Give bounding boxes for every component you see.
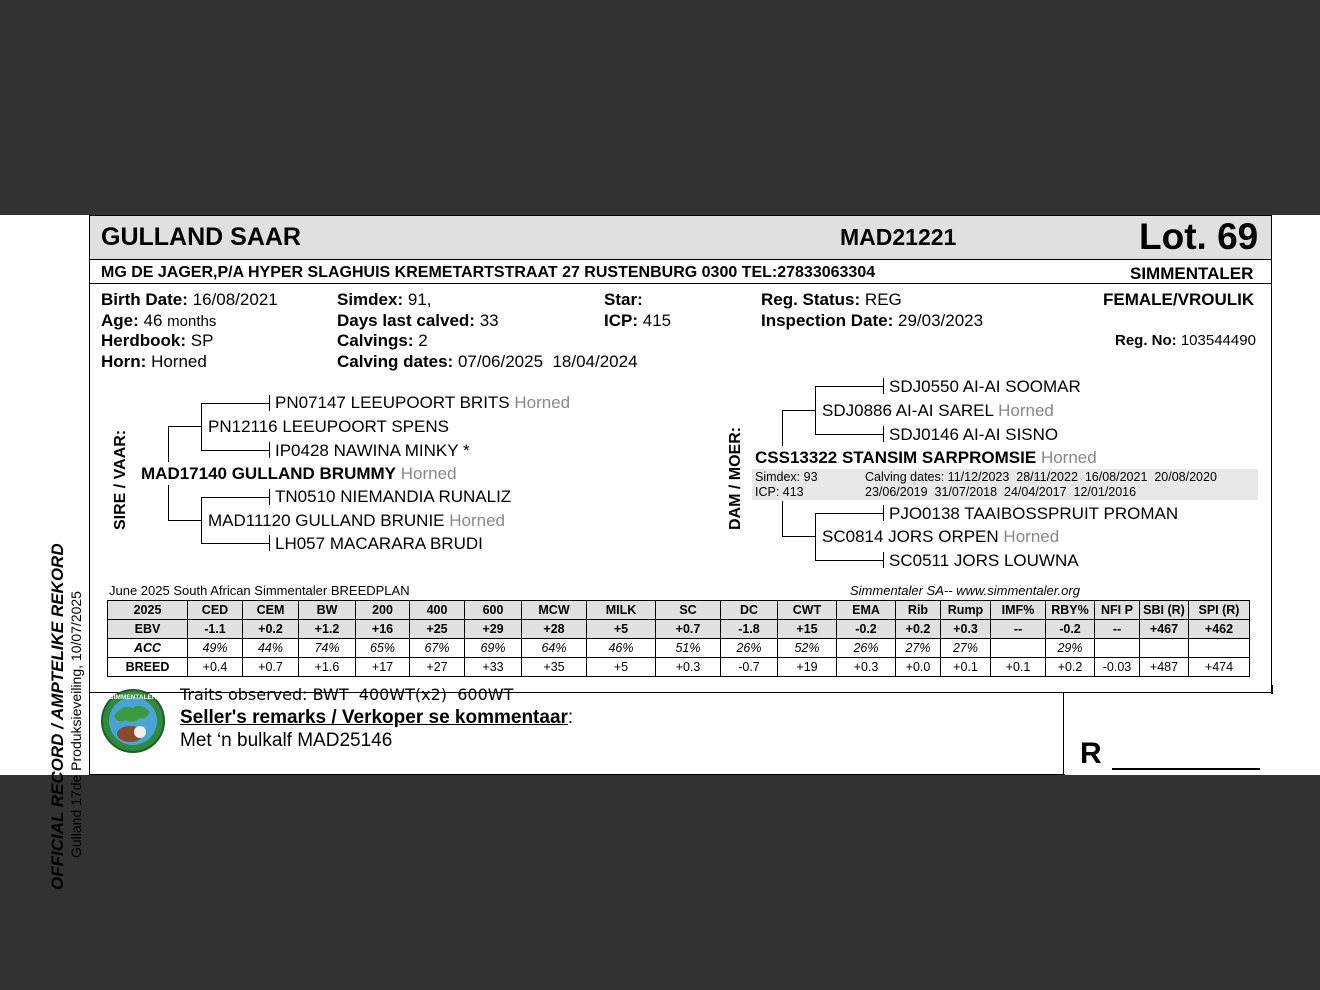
ebv-cell: +0.2 [1046, 658, 1095, 677]
ebv-cell: +19 [778, 658, 837, 677]
ebv-cell: +467 [1140, 620, 1189, 639]
sire-tree-line [269, 489, 270, 505]
ebv-cell: +29 [465, 620, 522, 639]
ebv-cell: +25 [410, 620, 465, 639]
sire-tree-line [201, 450, 270, 451]
sire-sire-sire: PN07147 LEEUPOORT BRITS Horned [275, 393, 571, 412]
owner-line: MG DE JAGER,P/A HYPER SLAGHUIS KREMETARTSTRAAT 27 RUSTENBURG 0300 TEL:27833063304 [101, 264, 876, 281]
simdex: Simdex: 91, [337, 290, 432, 309]
dam-tree-line [883, 505, 884, 521]
ebv-header-cell: Rump [941, 601, 991, 620]
ebv-cell: 64% [522, 639, 587, 658]
ebv-cell: +15 [778, 620, 837, 639]
reg-no: Reg. No: 103544490 [1115, 332, 1256, 349]
ebv-cell [1095, 639, 1140, 658]
days-last-calved: Days last calved: 33 [337, 311, 499, 330]
ebv-cell: +17 [356, 658, 410, 677]
ebv-header-cell: NFI P [1095, 601, 1140, 620]
ebv-row-acc [108, 639, 1250, 658]
ebv-header-cell: DC [721, 601, 778, 620]
ebv-cell: +33 [465, 658, 522, 677]
sire-dam-dam: LH057 MACARARA BRUDI [275, 534, 483, 553]
logo-text: SIMMENTALER [109, 694, 157, 701]
sire-dam-sire: TN0510 NIEMANDIA RUNALIZ [275, 487, 512, 506]
herdbook: Herdbook: SP [101, 331, 214, 350]
reg-status: Reg. Status: REG [761, 290, 902, 309]
dam-tree-line [883, 378, 884, 394]
ebv-row-label: ACC [108, 639, 188, 658]
dam-tree-line [883, 552, 884, 568]
calvings: Calvings: 2 [337, 331, 428, 350]
ebv-header-cell: Rib [896, 601, 941, 620]
ebv-header-cell: CWT [778, 601, 837, 620]
sire-sire-dam: IP0428 NAWINA MINKY * [275, 441, 470, 460]
dam-name: CSS13322 STANSIM SARPROMSIE Horned [755, 448, 1097, 467]
ebv-cell: 49% [188, 639, 243, 658]
ebv-row-label: BREED [108, 658, 188, 677]
dam-sire-dam: SDJ0146 AI-AI SISNO [889, 425, 1059, 444]
dam-tree-line [815, 560, 884, 561]
sire-tree-line [269, 395, 270, 411]
lot-number: Lot. 69 [1139, 216, 1259, 257]
ebv-row-ebv [108, 620, 1250, 639]
birth-date: Birth Date: 16/08/2021 [101, 290, 278, 309]
ebv-header-cell: 200 [356, 601, 410, 620]
ebv-cell: +462 [1189, 620, 1250, 639]
ebv-cell [991, 639, 1046, 658]
ebv-cell: -- [991, 620, 1046, 639]
ebv-header-cell: SBI (R) [1140, 601, 1189, 620]
ebv-cell: +0.3 [656, 658, 721, 677]
ebv-cell: 67% [410, 639, 465, 658]
ebv-header-cell: MCW [522, 601, 587, 620]
ebv-cell: 44% [243, 639, 299, 658]
dam-calving-dates-2: 23/06/2019 31/07/2018 24/04/2017 12/01/2016 [865, 485, 1137, 499]
ebv-cell: -- [1095, 620, 1140, 639]
sire-tree-line [168, 426, 169, 462]
ebv-cell: +0.2 [243, 620, 299, 639]
dam-tree-line [782, 536, 816, 537]
ebv-header-cell: CEM [243, 601, 299, 620]
sire-tree-line [168, 485, 169, 521]
ebv-cell: +0.0 [896, 658, 941, 677]
price-prefix: R [1080, 737, 1102, 770]
ebv-cell: +487 [1140, 658, 1189, 677]
ebv-header-cell: 600 [465, 601, 522, 620]
ebv-cell: +0.3 [837, 658, 896, 677]
ebv-header-cell: EMA [837, 601, 896, 620]
ebv-cell: +0.1 [941, 658, 991, 677]
dam-calving-dates-1: Calving dates: 11/12/2023 28/11/2022 16/08/2021 20/08/2020 [865, 470, 1217, 484]
ebv-cell: +1.2 [299, 620, 356, 639]
sex-label: FEMALE/VROULIK [1103, 290, 1255, 309]
ebv-cell: +27 [410, 658, 465, 677]
ebv-cell: +1.6 [299, 658, 356, 677]
ebv-header-cell: SPI (R) [1189, 601, 1250, 620]
ebv-cell: -0.03 [1095, 658, 1140, 677]
dam-sire: SDJ0886 AI-AI SAREL Horned [822, 401, 1054, 420]
dam-tree-line [782, 410, 816, 411]
ebv-header-row [108, 601, 1250, 620]
ebv-cell: +474 [1189, 658, 1250, 677]
dam-dam-dam: SC0511 JORS LOUWNA [889, 551, 1079, 570]
ebv-cell: 27% [941, 639, 991, 658]
sire-tree-line [269, 442, 270, 458]
dam-dam: SC0814 JORS ORPEN Horned [822, 527, 1060, 546]
ebv-table [107, 600, 1250, 677]
ebv-header-cell: IMF% [991, 601, 1046, 620]
animal-name: GULLAND SAAR [101, 223, 301, 251]
simmentaler-logo [100, 688, 166, 754]
sire-tree-line [201, 403, 270, 404]
dam-tree-line [815, 513, 816, 561]
ebv-cell: 27% [896, 639, 941, 658]
ebv-cell: -1.1 [188, 620, 243, 639]
sire-tree-line [168, 426, 202, 427]
ebv-cell: +5 [587, 620, 656, 639]
sire-tree-line [269, 535, 270, 551]
ebv-cell: 74% [299, 639, 356, 658]
ebv-row-label: EBV [108, 620, 188, 639]
price-input-line[interactable] [1112, 768, 1260, 770]
ebv-header-cell: BW [299, 601, 356, 620]
sire-tree-line [168, 520, 202, 521]
dam-icp: ICP: 413 [755, 485, 804, 499]
ebv-header-cell: SC [656, 601, 721, 620]
ebv-cell: 29% [1046, 639, 1095, 658]
ebv-cell [1189, 639, 1250, 658]
sire-dam: MAD11120 GULLAND BRUNIE Horned [208, 511, 506, 530]
dam-tree-line [815, 513, 884, 514]
ebv-cell: 26% [721, 639, 778, 658]
seller-remarks: Met ‘n bulkalf MAD25146 [180, 730, 393, 751]
ebv-cell: -0.2 [1046, 620, 1095, 639]
sire-sire: PN12116 LEEUPOORT SPENS [208, 417, 449, 436]
ebv-cell: +0.1 [991, 658, 1046, 677]
ebv-cell: -0.7 [721, 658, 778, 677]
website-label: Simmentaler SA-- www.simmentaler.org [850, 583, 1080, 598]
ebv-header-cell: 400 [410, 601, 465, 620]
catalogue-page [0, 215, 1320, 890]
calving-dates: Calving dates: 07/06/2025 18/04/2024 [337, 352, 638, 371]
ebv-cell [1140, 639, 1189, 658]
ebv-cell: +0.4 [188, 658, 243, 677]
ebv-cell: 51% [656, 639, 721, 658]
ebv-cell: 26% [837, 639, 896, 658]
ebv-cell: 46% [587, 639, 656, 658]
dam-tree-line [782, 501, 783, 537]
dam-tree-line [815, 434, 884, 435]
ebv-cell: +0.3 [941, 620, 991, 639]
frame-line [1271, 685, 1273, 694]
sire-label: SIRE / VAAR: [112, 429, 129, 530]
ebv-cell: +35 [522, 658, 587, 677]
ebv-header-cell: RBY% [1046, 601, 1095, 620]
ebv-cell: 52% [778, 639, 837, 658]
official-record-label: OFFICIAL RECORD / AMPTELIKE REKORD [48, 543, 67, 890]
dam-sire-sire: SDJ0550 AI-AI SOOMAR [889, 377, 1081, 396]
sale-name-label: Gulland 17de Produksieveiling, 10/07/2025 [68, 591, 84, 858]
ebv-cell: +28 [522, 620, 587, 639]
ebv-header-cell: CED [188, 601, 243, 620]
dam-simdex: Simdex: 93 [755, 470, 818, 484]
breed-label: SIMMENTALER [1130, 264, 1254, 283]
icp: ICP: 415 [604, 311, 672, 330]
ebv-cell: +0.2 [896, 620, 941, 639]
sire-tree-line [201, 497, 202, 544]
breedplan-title: June 2025 South African Simmentaler BREEDPLAN [109, 583, 410, 598]
dam-tree-line [815, 386, 884, 387]
ebv-cell: -1.8 [721, 620, 778, 639]
remarks-title: Seller's remarks / Verkoper se kommentaar: [180, 707, 574, 728]
dam-tree-line [883, 426, 884, 442]
dam-label: DAM / MOER: [727, 426, 744, 530]
ebv-cell: +16 [356, 620, 410, 639]
ebv-header-cell: MILK [587, 601, 656, 620]
ebv-cell: 69% [465, 639, 522, 658]
dam-dam-sire: PJO0138 TAAIBOSSPRUIT PROMAN [889, 504, 1179, 523]
ebv-cell: -0.2 [837, 620, 896, 639]
ebv-year: 2025 [108, 601, 188, 620]
ebv-cell: 65% [356, 639, 410, 658]
horn: Horn: Horned [101, 352, 207, 371]
ebv-cell: +0.7 [243, 658, 299, 677]
star: Star: [604, 290, 643, 309]
sire-tree-line [201, 543, 270, 544]
ebv-cell: +0.7 [656, 620, 721, 639]
sire-tree-line [201, 403, 202, 451]
ebv-row-breed [108, 658, 1250, 677]
animal-id: MAD21221 [840, 224, 957, 250]
inspection-date: Inspection Date: 29/03/2023 [761, 311, 984, 330]
sire-name: MAD17140 GULLAND BRUMMY Horned [141, 464, 457, 483]
age: Age: 46 months [101, 311, 217, 330]
dam-tree-line [782, 410, 783, 446]
ebv-cell: +5 [587, 658, 656, 677]
traits-observed: Traits observed: BWT 400WT(x2) 600WT [180, 685, 514, 704]
sire-tree-line [201, 497, 270, 498]
